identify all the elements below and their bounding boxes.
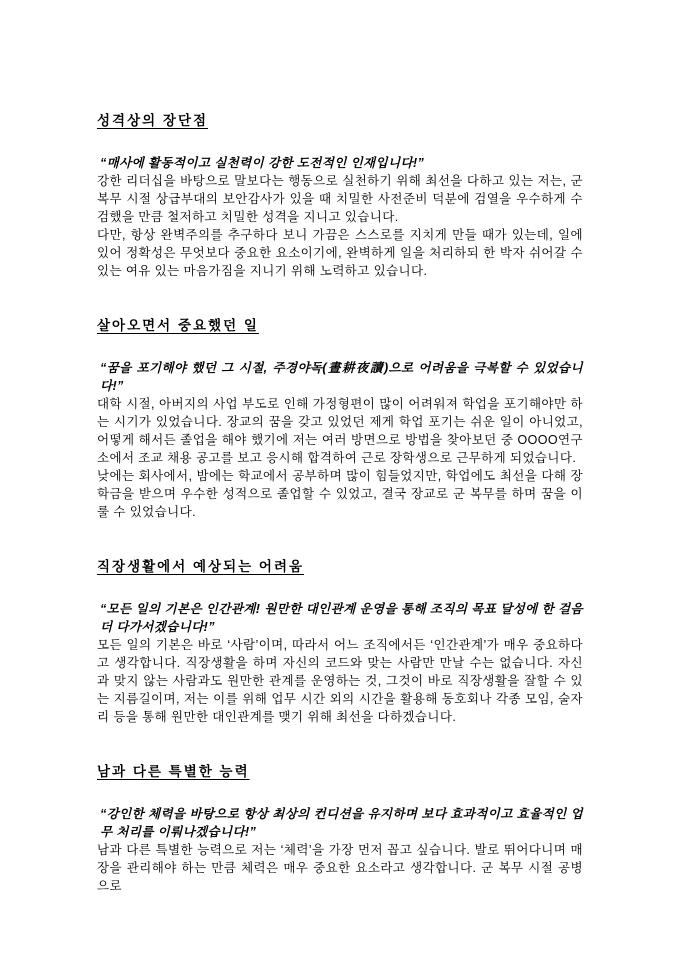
- section-paragraph: 모든 일의 기본은 바로 ‘사람’이며, 따라서 어느 조직에서든 ‘인간관계’가 매우 중요하다고 생각합니다. 직장생활을 하며 자신의 코드와 맞는 사람만 만날 수는 없습니다. 자신과 맞지 않는 사람과도 원만한 관계를 운영하는 것, 그것이 바로 직장생활을 잘할 수 있는 지름길이며, 저는 이를 위해 업무 시간 외의 시간을 활용해 동호회나 각종 모임, 술자리 등을 통해 원만한 대인관계를 맺기 위해 최선을 다하겠습니다.: [97, 638, 583, 724]
- section-personality-pros-cons: [97, 112, 583, 280]
- section-quote: “강인한 체력을 바탕으로 항상 최상의 컨디션을 유지하며 보다 효과적이고 효율적인 업무 처리를 이뤄나겠습니다!”: [100, 807, 583, 839]
- section-heading: 남과 다른 특별한 능력: [97, 764, 250, 779]
- section-paragraph: 대학 시절, 아버지의 사업 부도로 인해 가정형편이 많이 어려워져 학업을 포기해야만 하는 시기가 있었습니다. 장교의 꿈을 갖고 있었던 제게 학업 포기는 쉬운 일이 아니었고, 어떻게 해서든 졸업을 해야 했기에 저는 여러 방면으로 방법을 찾아보던 중 OOOO연구소에서 조교 채용 공고를 보고 응시해 합격하여 근로 장학생으로 근무하게 되었습니다.: [97, 397, 583, 465]
- section-paragraph: 남과 다른 특별한 능력으로 저는 ‘체력’을 가장 먼저 꼽고 싶습니다. 발로 뛰어다니며 매장을 관리해야 하는 만큼 체력은 매우 중요한 요소라고 생각합니다. 군 복무 시절 공병으로: [97, 843, 583, 893]
- section-heading: 직장생활에서 예상되는 어려움: [97, 559, 305, 574]
- section-heading: 성격상의 장단점: [97, 113, 209, 128]
- section-quote: “모든 일의 기본은 인간관계! 원만한 대인관계 운영을 통해 조직의 목표 달성에 한 걸음 더 다가서겠습니다!”: [100, 602, 583, 634]
- section-quote: “매사에 활동적이고 실천력이 강한 도전적인 인재입니다!”: [100, 156, 425, 170]
- section-paragraph: 낮에는 회사에서, 밤에는 학교에서 공부하며 많이 힘들었지만, 학업에도 최선을 다해 장학금을 받으며 우수한 성적으로 졸업할 수 있었고, 결국 장교로 군 복무를 하며 꿈을 이룰 수 있었습니다.: [97, 469, 583, 519]
- section-expected-difficulties: [97, 558, 583, 726]
- section-important-life-event: [97, 317, 583, 521]
- section-paragraph: 강한 리더십을 바탕으로 말보다는 행동으로 실천하기 위해 최선을 다하고 있는 저는, 군 복무 시절 상급부대의 보안감사가 있을 때 치밀한 사전준비 덕분에 검열을 우수하게 수검했을 만큼 철저하고 치밀한 성격을 지니고 있습니다.: [97, 174, 583, 224]
- section-paragraph: 다만, 항상 완벽주의를 추구하다 보니 가끔은 스스로를 지치게 만들 때가 있는데, 일에 있어 정확성은 무엇보다 중요한 요소이기에, 완벽하게 일을 처리하되 한 박자 쉬어갈 수 있는 여유 있는 마음가짐을 지니기 위해 노력하고 있습니다.: [97, 228, 583, 278]
- section-special-ability: [97, 763, 583, 895]
- section-quote: “꿈을 포기해야 했던 그 시절, 주경야독(晝耕夜讀)으로 어려움을 극복할 수 있었습니다!”: [100, 361, 583, 393]
- section-heading: 살아오면서 중요했던 일: [97, 318, 259, 333]
